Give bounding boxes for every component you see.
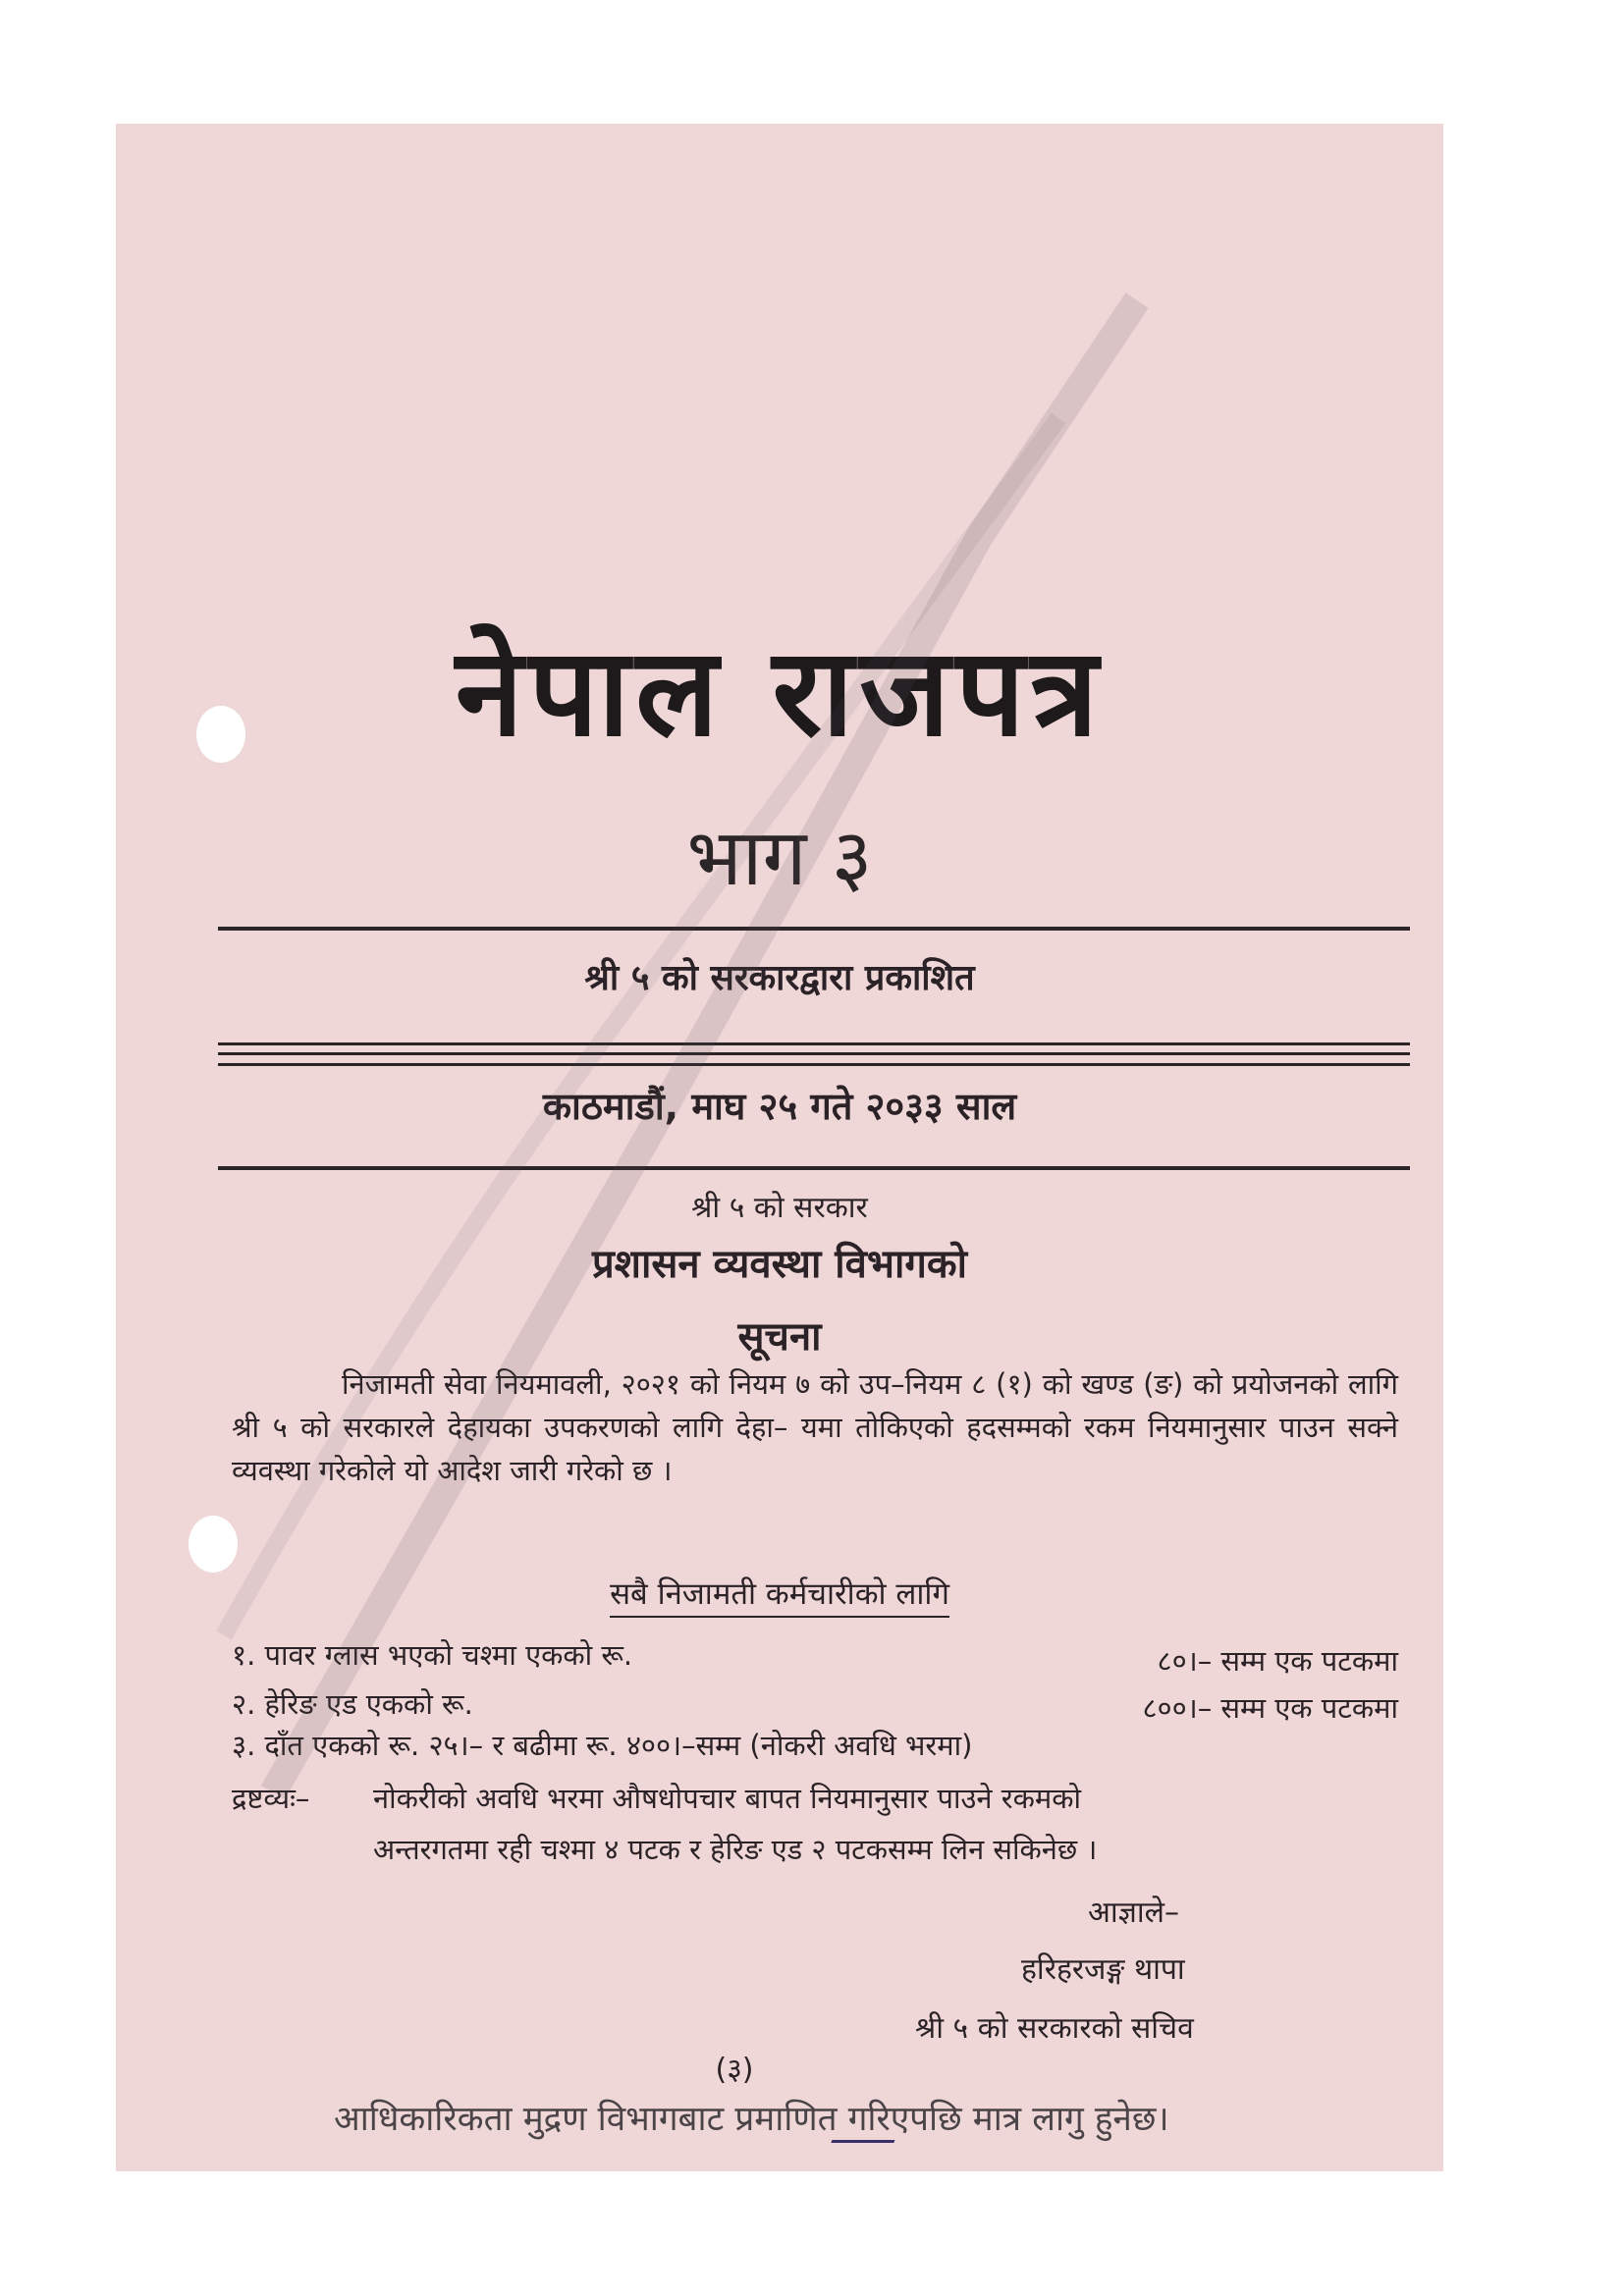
divider [218,927,1410,931]
publisher-line: श्री ५ को सरकारद्वारा प्रकाशित [584,958,975,998]
ministry-name: प्रशासन व्यवस्था विभागको [592,1242,967,1287]
note-line: नोकरीको अवधि भरमा औषधोपचार बापत नियमानुसार पाउने रकमको [373,1782,1081,1815]
list-item: २. हेरिङ एड एकको रू. [232,1687,473,1721]
divider [218,1063,1410,1066]
list-item: १. पावर ग्लास भएको चश्मा एकको रू. [232,1638,633,1672]
gazette-part: भाग ३ [686,812,873,903]
notice-heading: सूचना [737,1314,822,1360]
page-number: (३) [715,2053,754,2087]
authenticity-footer: आधिकारिकता मुद्रण विभागबाट प्रमाणित गरिएपछि मात्र लागु हुनेछ। [334,2100,1169,2139]
list-item: ३. दाँत एकको रू. २५।– र बढीमा रू. ४००।–सम्म (नोकरी अवधि भरमा) [232,1729,973,1762]
gazette-page [116,124,1443,2171]
dateline: काठमाडौं, माघ २५ गते २०३३ साल [542,1085,1017,1128]
gazette-title: नेपाल राजपत्र [455,622,1105,764]
notice-paragraph [232,1362,1398,1492]
divider [218,1166,1410,1170]
note-line: अन्तरगतमा रही चश्मा ४ पटक र हेरिङ एड २ पटकसम्म लिन सकिनेछ । [373,1833,1098,1866]
by-order: आज्ञाले– [1088,1896,1179,1930]
sub-heading-text: सबै निजामती कर्मचारीको लागि [610,1576,949,1618]
signatory-designation: श्री ५ को सरकारको सचिव [915,2011,1194,2046]
sub-heading [116,1573,1443,1614]
punch-hole [189,1516,238,1573]
list-item-amount: ८०।– सम्म एक पटकमा [1157,1644,1398,1678]
government-line: श्री ५ को सरकार [691,1191,868,1225]
divider [218,1042,1410,1045]
note-label: द्रष्टव्यः– [232,1782,310,1815]
signatory-name: हरिहरजङ्ग थापा [1021,1952,1185,1987]
divider [218,1052,1410,1055]
list-item-amount: ८००।– सम्म एक पटकमा [1142,1691,1398,1725]
notice-paragraph-text: निजामती सेवा नियमावली, २०२१ को नियम ७ को उप–नियम ८ (१) को खण्ड (ङ) को प्रयोजनको लागि श्री ५ को सरकारले देहायका उपकरणको लागि देहा– यमा तोकिएको हदसम्मको रकम नियमानुसार पाउन सक्ने व्यवस्था गरेकोले यो आदेश जारी गरेको छ । [232,1367,1398,1487]
